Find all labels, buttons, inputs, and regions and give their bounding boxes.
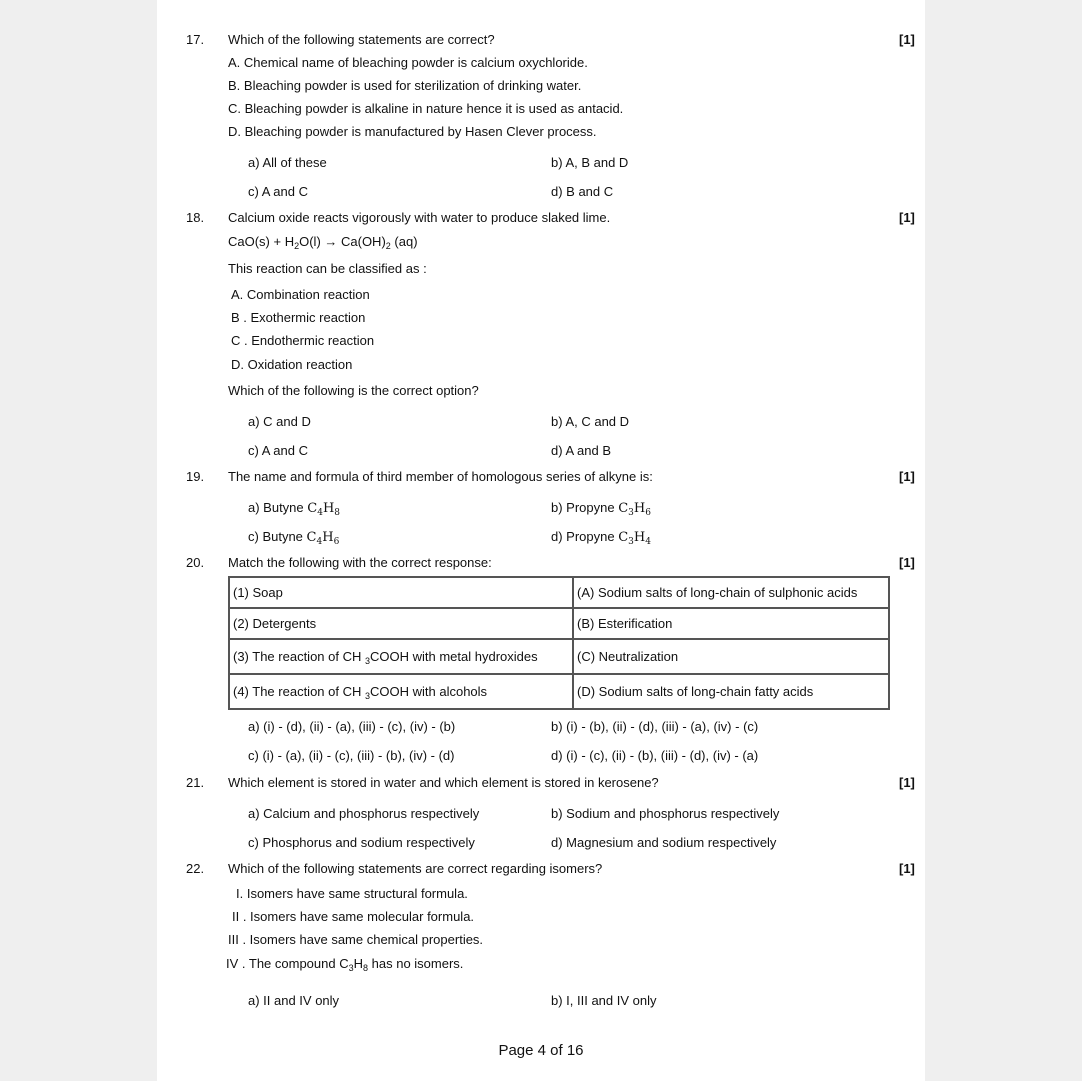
question-number: 19. bbox=[186, 469, 205, 484]
formula bbox=[618, 501, 651, 516]
table-cell-left bbox=[229, 674, 573, 709]
statement: A. Chemical name of bleaching powder is calcium oxychloride. bbox=[228, 55, 588, 70]
subscript: 3 bbox=[628, 537, 634, 547]
question-number: 17. bbox=[186, 32, 205, 47]
marks: [1] bbox=[899, 210, 915, 225]
statement: B. Bleaching powder is used for sterilization of drinking water. bbox=[228, 78, 582, 93]
statement: III . Isomers have same chemical properties. bbox=[228, 932, 484, 947]
equation-part: (aq) bbox=[390, 234, 418, 249]
statement: A. Combination reaction bbox=[231, 287, 370, 302]
option-d[interactable]: d) (i) - (c), (ii) - (b), (iii) - (d), (iv) - (a) bbox=[551, 748, 759, 763]
option-a[interactable]: a) II and IV only bbox=[248, 993, 340, 1008]
question-number: 22. bbox=[186, 861, 205, 876]
option-a[interactable] bbox=[248, 500, 340, 517]
option-b[interactable] bbox=[551, 500, 651, 517]
option-c[interactable] bbox=[248, 529, 339, 546]
question-number: 20. bbox=[186, 555, 205, 570]
question-text: Which of the following statements are correct? bbox=[228, 32, 495, 47]
cell-text: COOH with metal hydroxides bbox=[370, 648, 538, 664]
statement: D. Bleaching powder is manufactured by Hasen Clever process. bbox=[228, 124, 597, 139]
table-row bbox=[229, 577, 889, 608]
option-d[interactable]: d) B and C bbox=[551, 184, 614, 199]
page-number: Page 4 of 16 bbox=[498, 1042, 584, 1059]
formula-part: H bbox=[322, 530, 334, 545]
option-b[interactable]: b) Sodium and phosphorus respectively bbox=[551, 806, 780, 821]
option-b[interactable]: b) A, B and D bbox=[551, 155, 629, 170]
match-table bbox=[228, 576, 890, 710]
option-a[interactable]: a) All of these bbox=[248, 155, 327, 170]
subscript: 2 bbox=[294, 241, 300, 251]
formula-part: C bbox=[618, 530, 629, 545]
option-label: d) Propyne bbox=[551, 529, 619, 544]
cell-text: (4) The reaction of CH bbox=[233, 683, 365, 699]
subscript: 8 bbox=[334, 508, 341, 518]
marks: [1] bbox=[899, 32, 915, 47]
subscript: 4 bbox=[645, 537, 651, 547]
option-c[interactable]: c) A and C bbox=[248, 184, 308, 199]
question-text: Which of the following statements are correct regarding isomers? bbox=[228, 861, 603, 876]
option-b[interactable]: b) (i) - (b), (ii) - (d), (iii) - (a), (iv) - (c) bbox=[551, 719, 759, 734]
formula bbox=[307, 530, 340, 545]
option-label: b) Propyne bbox=[551, 500, 619, 515]
cell-text: COOH with alcohols bbox=[370, 683, 488, 699]
question-text: Match the following with the correct response: bbox=[228, 555, 492, 570]
question-number: 18. bbox=[186, 210, 205, 225]
statement-part: H bbox=[353, 956, 364, 971]
statement: C. Bleaching powder is alkaline in nature hence it is used as antacid. bbox=[228, 101, 624, 116]
formula-part: C bbox=[618, 501, 629, 516]
question-number: 21. bbox=[186, 775, 205, 790]
question-text: Which element is stored in water and which element is stored in kerosene? bbox=[228, 775, 659, 790]
statement: C . Endothermic reaction bbox=[231, 333, 375, 348]
subscript: 3 bbox=[628, 508, 634, 518]
chemical-equation bbox=[228, 234, 418, 250]
question-text: Calcium oxide reacts vigorously with water to produce slaked lime. bbox=[228, 210, 611, 225]
option-c[interactable]: c) Phosphorus and sodium respectively bbox=[248, 835, 475, 850]
table-cell-right: (B) Esterification bbox=[573, 608, 889, 639]
subscript: 2 bbox=[385, 241, 391, 251]
subscript: 3 bbox=[364, 690, 370, 701]
table-row bbox=[229, 608, 889, 639]
marks: [1] bbox=[899, 469, 915, 484]
marks: [1] bbox=[899, 555, 915, 570]
statement bbox=[226, 956, 463, 972]
table-row bbox=[229, 674, 889, 709]
table-cell-right: (C) Neutralization bbox=[573, 639, 889, 674]
formula bbox=[618, 530, 651, 545]
equation-part: Ca(OH) bbox=[337, 234, 386, 249]
subscript: 4 bbox=[317, 508, 323, 518]
option-d[interactable]: d) Magnesium and sodium respectively bbox=[551, 835, 777, 850]
question-text: The name and formula of third member of homologous series of alkyne is: bbox=[228, 469, 653, 484]
option-b[interactable]: b) A, C and D bbox=[551, 414, 630, 429]
subscript: 6 bbox=[333, 537, 340, 547]
option-c[interactable]: c) A and C bbox=[248, 443, 308, 458]
formula bbox=[307, 501, 340, 516]
equation-part: O(l) bbox=[299, 234, 325, 249]
option-a[interactable]: a) Calcium and phosphorus respectively bbox=[248, 806, 480, 821]
marks: [1] bbox=[899, 861, 915, 876]
formula-part: H bbox=[322, 501, 335, 516]
option-b[interactable]: b) I, III and IV only bbox=[551, 993, 657, 1008]
table-cell-left: (1) Soap bbox=[229, 577, 573, 608]
formula-part: H bbox=[633, 501, 646, 516]
subscript: 4 bbox=[316, 537, 323, 547]
classify-text: This reaction can be classified as : bbox=[228, 261, 427, 276]
formula-part: C bbox=[307, 501, 318, 516]
statement-part: IV . The compound C bbox=[226, 956, 349, 971]
option-c[interactable]: c) (i) - (a), (ii) - (c), (iii) - (b), (iv) - (d) bbox=[248, 748, 455, 763]
formula-part: C bbox=[306, 530, 317, 545]
marks: [1] bbox=[899, 775, 915, 790]
statement-part: has no isomers. bbox=[368, 956, 464, 971]
statement: II . Isomers have same molecular formula. bbox=[232, 909, 475, 924]
table-cell-left bbox=[229, 639, 573, 674]
table-cell-right: (D) Sodium salts of long-chain fatty acids bbox=[573, 674, 889, 709]
option-d[interactable]: d) A and B bbox=[551, 443, 611, 458]
table-cell-left: (2) Detergents bbox=[229, 608, 573, 639]
statement: D. Oxidation reaction bbox=[231, 357, 353, 372]
cell-text: (3) The reaction of CH bbox=[233, 648, 365, 664]
table-row bbox=[229, 639, 889, 674]
subscript: 6 bbox=[645, 508, 651, 518]
subscript: 3 bbox=[348, 963, 354, 973]
statement: B . Exothermic reaction bbox=[231, 310, 366, 325]
option-label: c) Butyne bbox=[248, 529, 307, 544]
option-a[interactable]: a) C and D bbox=[248, 414, 311, 429]
option-a[interactable]: a) (i) - (d), (ii) - (a), (iii) - (c), (iv) - (b) bbox=[248, 719, 456, 734]
table-cell-right: (A) Sodium salts of long-chain of sulphonic acids bbox=[573, 577, 889, 608]
subscript: 3 bbox=[364, 655, 370, 666]
statement: I. Isomers have same structural formula. bbox=[236, 886, 468, 901]
subscript: 8 bbox=[363, 963, 369, 973]
prompt-text: Which of the following is the correct option? bbox=[228, 383, 479, 398]
right-arrow-icon: → bbox=[324, 234, 338, 249]
option-d[interactable] bbox=[551, 529, 651, 546]
equation-part: CaO(s) + H bbox=[228, 234, 295, 249]
formula-part: H bbox=[633, 530, 646, 545]
option-label: a) Butyne bbox=[248, 500, 308, 515]
